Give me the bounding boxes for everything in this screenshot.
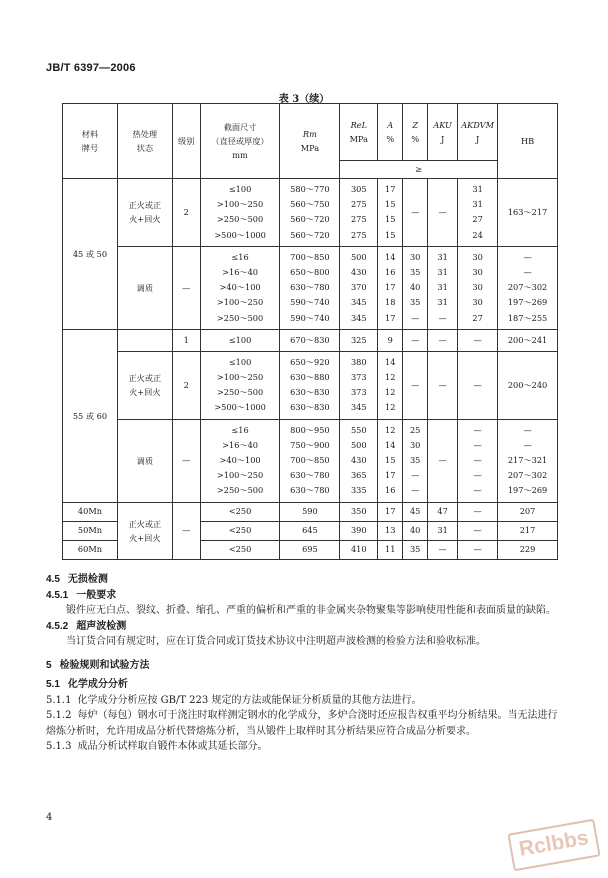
cell-size-value: ≤100 <box>228 334 252 345</box>
cell-rm-value: 560～720 <box>290 229 330 240</box>
cell-size-value: >16～40 <box>222 266 259 277</box>
cell-akdvm-value: 30 <box>472 251 483 262</box>
cell-size-value: >500～1000 <box>214 402 266 413</box>
cell-a: 17 <box>378 502 403 521</box>
cell-z <box>403 329 428 351</box>
section-4 <box>46 634 566 650</box>
cell-grade: 1 <box>172 329 200 351</box>
cell-rm-value: 630～780 <box>290 282 330 293</box>
cell-size-value: >250～500 <box>216 485 264 496</box>
cell-size-value: >250～500 <box>216 312 264 323</box>
cell-z-value: — <box>411 312 420 323</box>
cell-aku: 47 <box>428 502 458 521</box>
cell-a-value: 16 <box>385 485 396 496</box>
cell-akdvm-value: 30 <box>472 282 483 293</box>
cell-size: <250 <box>200 502 280 521</box>
document-body <box>46 572 566 755</box>
cell-hb: 163～217 <box>498 179 558 247</box>
cell-a-value: 17 <box>385 282 396 293</box>
cell-akdvm-value: 27 <box>472 312 483 323</box>
heat-line: 火+回火 <box>129 532 161 543</box>
cell-material: 40Mn <box>63 502 118 521</box>
standard-code: JB/T 6397—2006 <box>46 62 136 74</box>
cell-akdvm: — <box>458 351 498 419</box>
col-rm: Rm MPa <box>280 104 340 179</box>
cell-a-value: 12 <box>385 402 396 413</box>
cell-size: <250 <box>200 521 280 540</box>
cell-a: 11 <box>378 540 403 559</box>
cell-akdvm-value: 30 <box>472 266 483 277</box>
cell-a-value: 15 <box>385 229 396 240</box>
cell-rel-value: 373 <box>350 372 367 383</box>
cell-akdvm-value: — <box>473 470 482 481</box>
col-z: Z % <box>403 104 428 161</box>
cell-size-value: >100～250 <box>216 199 264 210</box>
section-number: 4.5.2 <box>46 620 69 632</box>
section-number: 5.1 <box>46 679 60 690</box>
cell-size-value: ≤100 <box>228 184 252 194</box>
cell-hb-value: — <box>523 424 532 435</box>
cell-akdvm-value: 31 <box>472 184 483 194</box>
cell-rm-value: 560～750 <box>290 199 330 210</box>
cell-material: 55 或 60 <box>63 329 118 502</box>
cell-size-value: ≤100 <box>228 356 252 367</box>
cell-aku: — <box>428 351 458 419</box>
cell-rm: 590 <box>280 502 340 521</box>
heat-line: 正火或正 <box>128 200 162 211</box>
cell-z-value: — <box>411 485 420 496</box>
cell-rm-value: 580～770 <box>290 184 330 194</box>
cell-a <box>378 351 403 419</box>
cell-a-value: 17 <box>385 312 396 323</box>
col-rel: ReL MPa <box>340 104 378 161</box>
col-akdvm: AKDVM J <box>458 104 498 161</box>
section-7 <box>46 693 566 709</box>
heat-line: 正火或正 <box>128 518 162 529</box>
cell-hb <box>498 329 558 351</box>
cell-hb: 207 <box>498 502 558 521</box>
section-3 <box>46 619 566 635</box>
cell-hb-value: 207～302 <box>507 282 548 293</box>
cell-size: <250 <box>200 540 280 559</box>
cell-z: — <box>403 179 428 247</box>
clause-text: 化学成分分析应按 GB/T 223 规定的方法或能保证分析质量的其他方法进行。 <box>77 694 422 706</box>
table-row <box>63 502 558 521</box>
cell-rel-value: 370 <box>350 282 367 293</box>
cell-rel-value: 430 <box>350 455 367 465</box>
paragraph-text: 锻件应无白点、裂纹、折叠、缩孔、严重的偏析和严重的非金属夹杂物聚集等影响使用性能和表面质量的缺陷。 <box>66 605 556 616</box>
cell-z-value: 35 <box>409 297 421 308</box>
cell-size-value: ≤16 <box>231 424 249 435</box>
table-row <box>63 419 558 502</box>
cell-rm-value: 630～830 <box>290 402 330 413</box>
cell-rm <box>280 246 340 329</box>
cell-grade: 2 <box>172 179 200 247</box>
cell-hb-value: 200～241 <box>507 334 548 345</box>
cell-z: 45 <box>403 502 428 521</box>
heat-line: 正火或正 <box>128 373 162 384</box>
cell-size <box>200 246 280 329</box>
cell-aku: — <box>428 179 458 247</box>
cell-hb-value: 197～269 <box>507 297 548 308</box>
cell-rel-value: 275 <box>350 214 367 225</box>
cell-grade: 2 <box>172 351 200 419</box>
cell-size-value: >16～40 <box>222 439 259 450</box>
section-1 <box>46 588 566 604</box>
cell-rel-value: 275 <box>350 229 367 240</box>
cell-z <box>403 419 428 502</box>
properties-table <box>62 103 558 560</box>
section-title: 化学成分分析 <box>67 679 128 690</box>
cell-size-value: >500～1000 <box>214 229 266 240</box>
cell-rel-value: 275 <box>350 199 367 210</box>
cell-rm-value: 590～740 <box>290 312 330 323</box>
cell-z-value: 25 <box>409 424 421 435</box>
cell-a <box>378 246 403 329</box>
cell-a-value: 14 <box>385 251 396 262</box>
cell-rel: 410 <box>340 540 378 559</box>
cell-z: — <box>403 351 428 419</box>
cell-heat <box>117 179 172 247</box>
cell-material: 50Mn <box>63 521 118 540</box>
section-9 <box>46 739 566 755</box>
cell-akdvm-value: — <box>473 485 482 496</box>
cell-size-value: >250～500 <box>216 387 264 398</box>
cell-rm <box>280 179 340 247</box>
cell-rm-value: 560～720 <box>290 214 330 225</box>
cell-a-value: 9 <box>387 334 393 345</box>
cell-rel-value: 500 <box>350 251 367 262</box>
cell-size-value: >40～100 <box>219 282 261 293</box>
cell-aku: — <box>428 540 458 559</box>
cell-hb: 229 <box>498 540 558 559</box>
cell-z-value: 30 <box>409 251 421 262</box>
cell-heat <box>117 419 172 502</box>
cell-aku-value: 31 <box>437 251 448 262</box>
cell-size-value: >40～100 <box>219 455 261 465</box>
col-hb: HB <box>498 104 558 179</box>
table-caption: 表 3（续） <box>278 94 330 105</box>
section-8 <box>46 708 566 739</box>
section-number: 4.5 <box>46 574 60 585</box>
cell-rm <box>280 419 340 502</box>
section-5 <box>46 658 566 674</box>
cell-aku: 31 <box>428 521 458 540</box>
cell-rm-value: 590～740 <box>290 297 330 308</box>
cell-a: 13 <box>378 521 403 540</box>
cell-material: 45 或 50 <box>63 179 118 330</box>
cell-rel: 350 <box>340 502 378 521</box>
cell-z-value: 35 <box>409 266 421 277</box>
cell-size-value: >100～250 <box>216 372 264 383</box>
cell-heat <box>117 351 172 419</box>
cell-hb-value: — <box>523 266 532 277</box>
cell-hb-value: 197～269 <box>507 485 548 496</box>
clause-number: 5.1.3 <box>46 741 72 752</box>
cell-rel <box>340 179 378 247</box>
cell-hb-value: 207～302 <box>507 470 548 481</box>
cell-rm-value: 630～780 <box>290 470 330 481</box>
cell-hb-value: — <box>523 251 532 262</box>
cell-rm-value: 630～780 <box>290 485 330 496</box>
cell-size <box>200 329 280 351</box>
cell-a <box>378 329 403 351</box>
section-title: 无损检测 <box>67 574 108 585</box>
cell-rel <box>340 246 378 329</box>
cell-a-value: 14 <box>385 356 396 367</box>
cell-a-value: 15 <box>385 455 396 465</box>
paragraph-text: 当订货合同有规定时，应在订货合同或订货技术协议中注明超声波检测的检验方法和验收标准。 <box>66 636 486 647</box>
heat-line: 调质 <box>136 455 154 466</box>
cell-akdvm <box>458 246 498 329</box>
cell-size-value: >250～500 <box>216 214 264 225</box>
cell-hb: 217 <box>498 521 558 540</box>
cell-material: 60Mn <box>63 540 118 559</box>
clause-text: 每炉（每包）钢水可于浇注时取样测定钢水的化学成分，多炉合浇时还应报告权重平均分析结果。当无法进行熔炼分析时，允许用成品分析代替熔炼分析，当从锻件上取样时其分析结果应符合成品分析要求。 <box>46 710 558 737</box>
cell-size <box>200 351 280 419</box>
heat-line: 调质 <box>136 282 154 293</box>
cell-z-value: — <box>411 334 420 345</box>
cell-a-value: 17 <box>385 184 396 194</box>
section-title: 超声波检测 <box>76 620 127 632</box>
section-0 <box>46 572 566 588</box>
cell-rel-value: 335 <box>350 485 367 496</box>
cell-akdvm-value: — <box>473 424 482 435</box>
cell-hb: 200～240 <box>498 351 558 419</box>
cell-a-value: 15 <box>385 199 396 210</box>
cell-rm-value: 700～850 <box>290 251 330 262</box>
cell-akdvm <box>458 329 498 351</box>
cell-a-value: 15 <box>385 214 396 225</box>
cell-aku-value: 31 <box>437 282 448 293</box>
cell-akdvm: — <box>458 502 498 521</box>
cell-aku <box>428 329 458 351</box>
clause-number: 5.1.2 <box>46 710 72 721</box>
cell-z-value: 35 <box>409 455 421 465</box>
cell-akdvm-value: — <box>473 334 482 345</box>
cell-aku-value: — <box>438 334 447 345</box>
col-section-size: 截面尺寸 （直径或厚度） mm <box>200 104 280 179</box>
clause-number: 5.1.1 <box>46 694 72 706</box>
cell-rm-value: 670～830 <box>290 334 330 345</box>
section-title: 检验规则和试验方法 <box>59 659 150 671</box>
col-aku: AKU J <box>428 104 458 161</box>
cell-akdvm <box>458 179 498 247</box>
cell-aku-value: 31 <box>437 266 448 277</box>
cell-akdvm-value: — <box>473 439 482 450</box>
cell-a <box>378 419 403 502</box>
cell-rel-value: 500 <box>350 439 367 450</box>
cell-rm-value: 630～830 <box>290 387 330 398</box>
cell-grade: — <box>172 502 200 559</box>
section-title: 一般要求 <box>76 589 117 601</box>
cell-akdvm: — <box>458 521 498 540</box>
col-material: 材料 牌号 <box>63 104 118 179</box>
cell-rel-value: 380 <box>350 356 367 367</box>
cell-rel-value: 305 <box>350 184 367 194</box>
cell-a-value: 12 <box>385 372 396 383</box>
cell-akdvm <box>458 419 498 502</box>
section-number: 5 <box>46 659 52 671</box>
cell-aku: — <box>428 419 458 502</box>
cell-rm-value: 700～850 <box>290 455 330 465</box>
col-grade: 级别 <box>172 104 200 179</box>
cell-rel <box>340 419 378 502</box>
cell-z-value: — <box>411 470 420 481</box>
cell-a-value: 16 <box>385 266 396 277</box>
cell-a-value: 18 <box>385 297 396 308</box>
section-number: 4.5.1 <box>46 589 69 601</box>
cell-size-value: ≤16 <box>231 251 249 262</box>
cell-a <box>378 179 403 247</box>
cell-akdvm-value: 27 <box>472 214 483 225</box>
cell-rm: 695 <box>280 540 340 559</box>
cell-rm-value: 750～900 <box>290 439 330 450</box>
table-row <box>63 351 558 419</box>
cell-z-value: 40 <box>409 282 421 293</box>
clause-text: 成品分析试样取自锻件本体或其延长部分。 <box>77 741 268 752</box>
cell-rm <box>280 351 340 419</box>
cell-rel-value: 550 <box>350 424 367 435</box>
cell-heat <box>117 246 172 329</box>
cell-z-value: 30 <box>409 439 421 450</box>
cell-rel-value: 345 <box>350 312 367 323</box>
cell-size-value: >100～250 <box>216 470 264 481</box>
cell-size <box>200 419 280 502</box>
cell-akdvm-value: 31 <box>472 199 483 210</box>
cell-z <box>403 246 428 329</box>
cell-a-value: 17 <box>385 470 396 481</box>
cell-rm-value: 630～880 <box>290 372 330 383</box>
cell-aku <box>428 246 458 329</box>
cell-z: 35 <box>403 540 428 559</box>
col-a: A % <box>378 104 403 161</box>
cell-a-value: 14 <box>385 439 396 450</box>
cell-aku-value: — <box>438 312 447 323</box>
cell-rel <box>340 351 378 419</box>
cell-akdvm-value: 24 <box>472 229 483 240</box>
min-value-note: ≥ <box>340 161 498 179</box>
table-row <box>63 179 558 247</box>
cell-rm-value: 800～950 <box>290 424 330 435</box>
section-2 <box>46 603 566 619</box>
cell-grade: — <box>172 246 200 329</box>
cell-hb-value: 187～255 <box>507 312 548 323</box>
watermark-stamp: Rclbbs <box>507 819 600 872</box>
table-row <box>63 329 558 351</box>
cell-akdvm-value: 30 <box>472 297 483 308</box>
cell-rm: 645 <box>280 521 340 540</box>
cell-grade: — <box>172 419 200 502</box>
section-6 <box>46 677 566 693</box>
cell-rel <box>340 329 378 351</box>
cell-aku-value: 31 <box>437 297 448 308</box>
cell-rel: 390 <box>340 521 378 540</box>
table-row <box>63 246 558 329</box>
cell-rm-value: 650～800 <box>290 266 330 277</box>
cell-rel-value: 430 <box>350 266 367 277</box>
heat-line: 火+回火 <box>129 387 161 398</box>
cell-rm-value: 650～920 <box>290 356 330 367</box>
cell-hb-value: 217～321 <box>507 455 548 465</box>
heat-line: 火+回火 <box>129 214 161 225</box>
cell-a-value: 12 <box>385 387 396 398</box>
cell-rel-value: 345 <box>350 402 367 413</box>
cell-rel-value: 365 <box>350 470 367 481</box>
cell-akdvm: — <box>458 540 498 559</box>
cell-heat <box>117 502 172 559</box>
cell-hb-value: — <box>523 439 532 450</box>
cell-z: 40 <box>403 521 428 540</box>
page-number: 4 <box>46 812 53 823</box>
cell-rel-value: 373 <box>350 387 367 398</box>
col-heat-treatment: 热处理 状态 <box>117 104 172 179</box>
cell-size <box>200 179 280 247</box>
cell-a-value: 12 <box>385 424 396 435</box>
cell-akdvm-value: — <box>473 455 482 465</box>
cell-rel-value: 325 <box>350 334 367 345</box>
cell-hb <box>498 419 558 502</box>
cell-heat <box>117 329 172 351</box>
cell-rm <box>280 329 340 351</box>
cell-size-value: >100～250 <box>216 297 264 308</box>
cell-hb <box>498 246 558 329</box>
cell-rel-value: 345 <box>350 297 367 308</box>
